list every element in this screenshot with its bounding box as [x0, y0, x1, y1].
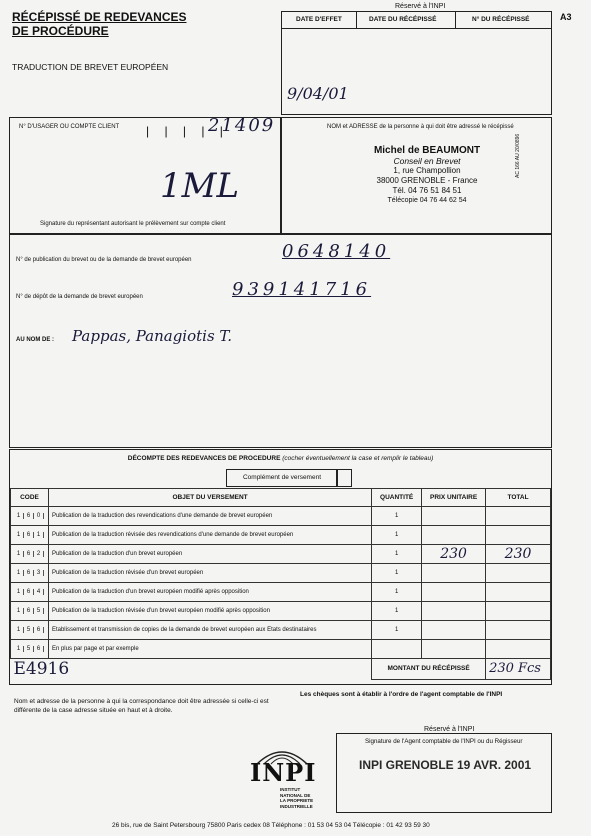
signature-mark: 1ML — [160, 166, 240, 206]
reserved-inpi-box — [281, 11, 552, 115]
th-objet: OBJET DU VERSEMENT — [48, 489, 371, 507]
address-street: 1, rue Champollion — [393, 166, 461, 175]
table-row — [11, 507, 551, 526]
signature-label: Signature du représentant autorisant le prélèvement sur compte client — [40, 221, 226, 227]
row-prix: 230 — [422, 545, 486, 564]
row-total — [486, 526, 551, 545]
footer-address: 26 bis, rue de Saint Petersbourg 75800 Paris cedex 08 Téléphone : 01 53 04 53 04 Télécopie : 01 42 93 59 30 — [112, 822, 430, 829]
row-quantite: 1 — [372, 621, 422, 640]
depot-label: N° de dépôt de la demande de brevet européen — [16, 294, 143, 300]
decompte-title: DÉCOMPTE DES REDEVANCES DE PROCEDURE — [127, 455, 281, 462]
row-code — [11, 583, 49, 602]
address-name: Michel de BEAUMONT — [373, 145, 481, 156]
publication-box — [9, 234, 552, 448]
code-digit: 1 — [14, 532, 24, 538]
code-digit: 5 — [24, 627, 34, 633]
th-total: TOTAL — [486, 489, 551, 507]
row-total: 230 — [486, 545, 551, 564]
row-objet: Publication de la traduction des revendications d'une demande de brevet européen — [48, 507, 371, 526]
address-fax: Télécopie 04 76 44 62 54 — [387, 197, 467, 204]
cheques-note: Les chèques sont à établir à l'ordre de l'agent comptable de l'INPI — [300, 691, 503, 698]
reserved-inpi-label-2: Réservé à l'INPI — [424, 726, 475, 733]
row-prix — [422, 526, 486, 545]
complement-box — [226, 469, 338, 487]
address-city: 38000 GRENOBLE - France — [376, 176, 478, 185]
row-total — [486, 507, 551, 526]
montant-label: MONTANT DU RÉCÉPISSÉ — [372, 659, 486, 680]
code-digit: 1 — [14, 627, 24, 633]
logo-sub — [280, 787, 313, 809]
code-digit: 1 — [14, 608, 24, 614]
row-quantite: 1 — [372, 602, 422, 621]
usager-value: 21409 — [208, 115, 276, 136]
row-total — [486, 564, 551, 583]
address-box — [281, 117, 552, 234]
table-row — [11, 621, 551, 640]
divider — [356, 12, 357, 28]
table-row — [11, 602, 551, 621]
montant-value-text: 230 Fcs — [489, 661, 541, 677]
form-code: A3 — [560, 12, 572, 22]
title-line1: RÉCÉPISSÉ DE REDEVANCES — [12, 10, 187, 24]
code-digit: 6 — [24, 551, 34, 557]
fees-table-wrap — [10, 488, 551, 680]
usager-ticks: | | | | | — [146, 124, 229, 138]
th-quantite: QUANTITÉ — [372, 489, 422, 507]
logo-text: INPI — [250, 758, 317, 787]
pub-value: 0648140 — [282, 241, 391, 262]
logo-sub-4: INDUSTRIELLE — [280, 803, 313, 809]
row-code — [11, 564, 49, 583]
row-quantite — [372, 640, 422, 659]
table-header-row — [11, 489, 551, 507]
row-objet: Publication de la traduction révisée des revendications d'une demande de brevet européen — [48, 526, 371, 545]
code-digit: 3 — [34, 570, 44, 576]
row-code — [11, 526, 49, 545]
th-prix: PRIX UNITAIRE — [422, 489, 486, 507]
table-row — [11, 583, 551, 602]
receipt-stamp: INPI GRENOBLE 19 AVR. 2001 — [359, 758, 532, 772]
code-digit: 5 — [34, 608, 44, 614]
row-total — [486, 621, 551, 640]
table-row — [11, 526, 551, 545]
code-digit: 5 — [24, 646, 34, 652]
row-code — [11, 602, 49, 621]
usager-box — [9, 117, 281, 234]
code-digit: 6 — [24, 513, 34, 519]
code-digit: 6 — [24, 532, 34, 538]
row-quantite: 1 — [372, 564, 422, 583]
table-row — [11, 640, 551, 659]
code-digit: 1 — [14, 570, 24, 576]
address-label: NOM et ADRESSE de la personne à qui doit être adressé le récépissé — [327, 124, 514, 130]
montant-value — [486, 659, 551, 680]
pub-label: N° de publication du brevet ou de la demande de brevet européen — [16, 257, 192, 263]
row-total — [486, 602, 551, 621]
side-code: AC 166 AU 20/0896 — [515, 133, 521, 178]
row-quantite: 1 — [372, 507, 422, 526]
code-digit: 6 — [34, 646, 44, 652]
table-row — [11, 545, 551, 564]
row-prix — [422, 564, 486, 583]
row-prix — [422, 621, 486, 640]
address-tel: Tél. 04 76 51 84 51 — [392, 186, 462, 195]
depot-value: 939141716 — [232, 279, 372, 300]
code-digit: 1 — [34, 532, 44, 538]
row-objet: Etablissement et transmission de copies de la demande de brevet européen aux Etats destinataires — [48, 621, 371, 640]
row-code — [11, 507, 49, 526]
name-label: AU NOM DE : — [16, 337, 54, 343]
code-digit: 0 — [34, 513, 44, 519]
logo-sub-3: LA PROPRIETE — [280, 798, 314, 803]
row-prix — [422, 583, 486, 602]
divider — [455, 12, 456, 28]
decompte-header — [10, 455, 551, 462]
fees-table — [10, 488, 551, 680]
inpi-logo — [250, 742, 330, 810]
row-code — [11, 621, 49, 640]
row-code — [11, 545, 49, 564]
code-digit: 1 — [14, 646, 24, 652]
code-digit: 1 — [14, 589, 24, 595]
code-digit: 4 — [34, 589, 44, 595]
address-role: Conseil en Brevet — [393, 156, 461, 166]
col-date-recepisse: DATE DU RÉCÉPISSÉ — [369, 16, 437, 23]
row-prix — [422, 507, 486, 526]
row-prix — [422, 602, 486, 621]
agent-signature-label: Signature de l'Agent comptable de l'INPI ou du Régisseur — [365, 738, 523, 745]
row-prix — [422, 640, 486, 659]
form-title — [12, 10, 187, 38]
col-date-effet: DATE D'EFFET — [296, 16, 342, 23]
row-total — [486, 583, 551, 602]
complement-label: Complément de versement — [242, 474, 322, 481]
row-objet: Publication de la traduction d'un brevet européen — [48, 545, 371, 564]
handwritten-date: 9/04/01 — [287, 84, 349, 103]
row-total — [486, 640, 551, 659]
row-objet: Publication de la traduction révisée d'un brevet européen modifié après opposition — [48, 602, 371, 621]
header-row — [282, 12, 551, 29]
logo-sub-2: NATIONAL DE — [280, 792, 311, 798]
code-digit: 2 — [34, 551, 44, 557]
name-value: Pappas, Panagiotis T. — [72, 327, 232, 345]
form-subtitle: TRADUCTION DE BREVET EUROPÉEN — [12, 62, 169, 72]
montant-row — [11, 659, 551, 680]
decompte-box — [9, 449, 552, 685]
row-code — [11, 640, 49, 659]
correspondence-note: Nom et adresse de la personne à qui la correspondance doit être adressée si celle-ci est différente de la case adresse située en haut et à droite. — [14, 698, 269, 714]
code-digit: 6 — [24, 589, 34, 595]
row-quantite: 1 — [372, 583, 422, 602]
th-code: CODE — [11, 489, 49, 507]
reserved-inpi-label: Réservé à l'INPI — [395, 3, 446, 10]
logo-sub-1: INSTITUT — [280, 787, 301, 792]
address-stamp — [367, 146, 487, 206]
agent-signature-box — [336, 733, 552, 813]
decompte-note: (cocher éventuellement la case et remplir le tableau) — [282, 455, 434, 462]
code-digit: 1 — [14, 513, 24, 519]
usager-label: N° D'USAGER OU COMPTE CLIENT — [19, 124, 120, 130]
handwritten-code: E4916 — [13, 659, 70, 679]
code-digit: 6 — [24, 570, 34, 576]
handwritten-code-cell — [11, 659, 372, 680]
complement-checkbox[interactable] — [336, 469, 352, 487]
row-quantite: 1 — [372, 526, 422, 545]
row-objet: Publication de la traduction révisée d'un brevet européen — [48, 564, 371, 583]
code-digit: 1 — [14, 551, 24, 557]
row-quantite: 1 — [372, 545, 422, 564]
col-no-recepisse: N° DU RÉCÉPISSÉ — [472, 16, 530, 23]
code-digit: 6 — [34, 627, 44, 633]
title-line2: DE PROCÉDURE — [12, 24, 109, 38]
table-row — [11, 564, 551, 583]
row-objet: En plus par page et par exemple — [48, 640, 371, 659]
code-digit: 6 — [24, 608, 34, 614]
row-objet: Publication de la traduction d'un brevet européen modifié après opposition — [48, 583, 371, 602]
